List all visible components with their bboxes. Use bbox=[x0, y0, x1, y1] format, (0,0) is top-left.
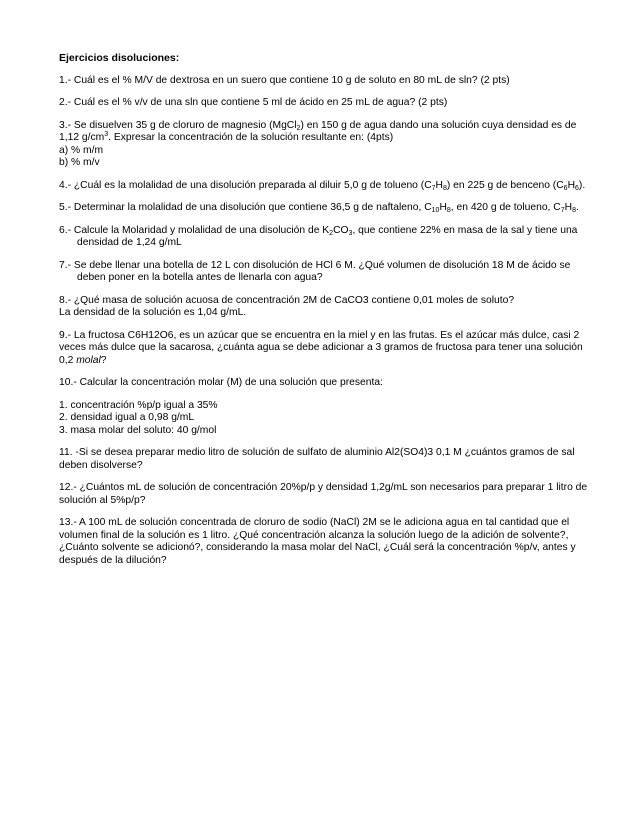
exercise-9-text bbox=[59, 330, 589, 368]
exercise-5 bbox=[59, 202, 589, 215]
exercise-3-part-c: . Expresar la concentración de la solución resultante en: (4pts) bbox=[108, 132, 394, 143]
exercise-5-part-b: H bbox=[439, 202, 447, 213]
exercise-1-text: 1.- Cuál es el % M/V de dextrosa en un suero que contiene 10 g de soluto en 80 mL de sln? (2 pts) bbox=[59, 74, 510, 86]
exercise-2 bbox=[59, 97, 589, 110]
exercise-4-part-e: ). bbox=[578, 179, 586, 191]
exercise-6-sub-1: 2 bbox=[329, 229, 334, 237]
exercise-4-part-a: 4.- ¿Cuál es la molalidad de una disolución preparada al diluir 5,0 g de tolueno (C bbox=[59, 179, 432, 191]
exercise-6-sub-2: 3 bbox=[348, 229, 353, 237]
exercise-3-text bbox=[59, 120, 589, 145]
exercise-7-text: 7.- Se debe llenar una botella de 12 L con disolución de HCl 6 M. ¿Qué volumen de disolución 18 M de ácido se deben poner en la botella antes de llenarla con agua? bbox=[59, 259, 571, 283]
exercise-9-part-a: 9.- La fructosa C6H12O6, es un azúcar que se encuentra en la miel y en las frutas. Es el azúcar más dulce, casi 2 veces más dulce que la sacarosa, ¿cuánta agua se debe adicionar a 3 gramos de fructosa para tener una solución 0,2 bbox=[59, 329, 583, 366]
exercise-13 bbox=[59, 517, 589, 567]
exercise-5-sub-3: 7 bbox=[560, 207, 565, 214]
exercise-6-part-c: , que contiene 22% en masa de la sal y tiene una densidad de 1,24 g/mL bbox=[77, 224, 578, 248]
exercise-6-part-b: CO bbox=[333, 224, 349, 236]
exercise-10-item: 2. densidad igual a 0,98 g/mL bbox=[59, 412, 195, 423]
document-title: Ejercicios disoluciones: bbox=[59, 52, 180, 64]
exercise-10-item: 3. masa molar del soluto: 40 g/mol bbox=[59, 424, 217, 436]
exercise-4-part-c: ) en 225 g de benceno (C bbox=[446, 179, 564, 191]
exercise-1 bbox=[59, 75, 589, 88]
exercise-7 bbox=[59, 260, 589, 285]
exercise-4-sub-3: 6 bbox=[563, 184, 568, 192]
exercise-13-text: 13.- A 100 mL de solución concentrada de cloruro de sodio (NaCl) 2M se le adiciona agua en tal cantidad que el volumen final de la solución es 1 litro. ¿Qué concentración alcanza la solución luego de la adición de solvente?, ¿Cuánto solvente se adicionó?, considerando la masa molar del NaCl, ¿Cuál será la concentración %p/v, antes y después de la dilución? bbox=[59, 517, 576, 566]
exercise-4-sub-1: 7 bbox=[431, 184, 436, 192]
exercise-5-sub-1: 10 bbox=[431, 207, 440, 214]
exercise-5-sub-2: 8 bbox=[446, 207, 451, 214]
exercise-8-line-1: 8.- ¿Qué masa de solución acuosa de concentración 2M de CaCO3 contiene 0,01 moles de soluto? bbox=[59, 294, 515, 306]
exercise-3-option-b: b) % m/v bbox=[59, 157, 100, 168]
exercise-2-text: 2.- Cuál es el % v/v de una sln que contiene 5 ml de ácido en 25 mL de agua? (2 pts) bbox=[59, 97, 448, 108]
exercise-3-option-a: a) % m/m bbox=[59, 144, 104, 156]
exercise-12-text: 12.- ¿Cuántos mL de solución de concentración 20%p/p y densidad 1,2g/mL son necesarios para preparar 1 litro de solución al 5%p/p? bbox=[59, 482, 588, 506]
exercise-8 bbox=[59, 295, 589, 320]
exercise-3-superscript: 3 bbox=[104, 131, 109, 138]
exercise-6-text bbox=[59, 225, 589, 250]
exercise-5-part-d: H bbox=[564, 202, 573, 213]
exercise-11-text: 11. -Si se desea preparar medio litro de solución de sulfato de aluminio Al2(SO4)3 0,1 M ¿cuántos gramos de sal deben disolverse? bbox=[59, 447, 575, 471]
exercise-3 bbox=[59, 120, 589, 170]
exercise-11 bbox=[59, 447, 589, 472]
exercise-12 bbox=[59, 482, 589, 507]
exercise-4-part-d: H bbox=[567, 179, 576, 191]
exercise-8-line-2: La densidad de la solución es 1,04 g/mL. bbox=[59, 307, 247, 318]
exercise-5-part-a: 5.- Determinar la molalidad de una disolución que contiene 36,5 g de naftaleno, C bbox=[59, 202, 432, 213]
exercise-3-part-a: 3.- Se disuelven 35 g de cloruro de magnesio (MgCl bbox=[59, 119, 297, 131]
exercise-5-part-e: . bbox=[575, 202, 579, 213]
exercise-4-text bbox=[59, 180, 589, 193]
exercise-6-part-a: 6.- Calcule la Molaridad y molalidad de una disolución de K bbox=[59, 224, 330, 236]
exercise-4-sub-2: 8 bbox=[442, 184, 447, 192]
exercise-4-part-b: H bbox=[435, 179, 443, 191]
exercise-4 bbox=[59, 180, 589, 193]
exercise-4-sub-4: 6 bbox=[575, 184, 579, 192]
exercise-9 bbox=[59, 330, 589, 368]
exercise-3-subscript: 2 bbox=[296, 124, 301, 132]
exercise-5-part-c: , en 420 g de tolueno, C bbox=[450, 202, 561, 213]
exercise-10-intro: 10.- Calcular la concentración molar (M) de una solución que presenta: bbox=[59, 377, 383, 388]
exercise-5-sub-4: 8 bbox=[572, 207, 576, 214]
exercise-9-part-b: ? bbox=[100, 354, 107, 366]
exercise-10 bbox=[59, 377, 589, 437]
exercise-5-text bbox=[59, 202, 589, 215]
exercise-3-part-b: ) en 150 g de agua dando una solución cuya densidad es de 1,12 g/cm bbox=[59, 119, 577, 143]
exercise-10-item: 1. concentración %p/p igual a 35% bbox=[59, 399, 218, 411]
document-body bbox=[59, 52, 589, 577]
exercise-9-emphasis: molal bbox=[76, 354, 101, 366]
exercise-6 bbox=[59, 225, 589, 250]
